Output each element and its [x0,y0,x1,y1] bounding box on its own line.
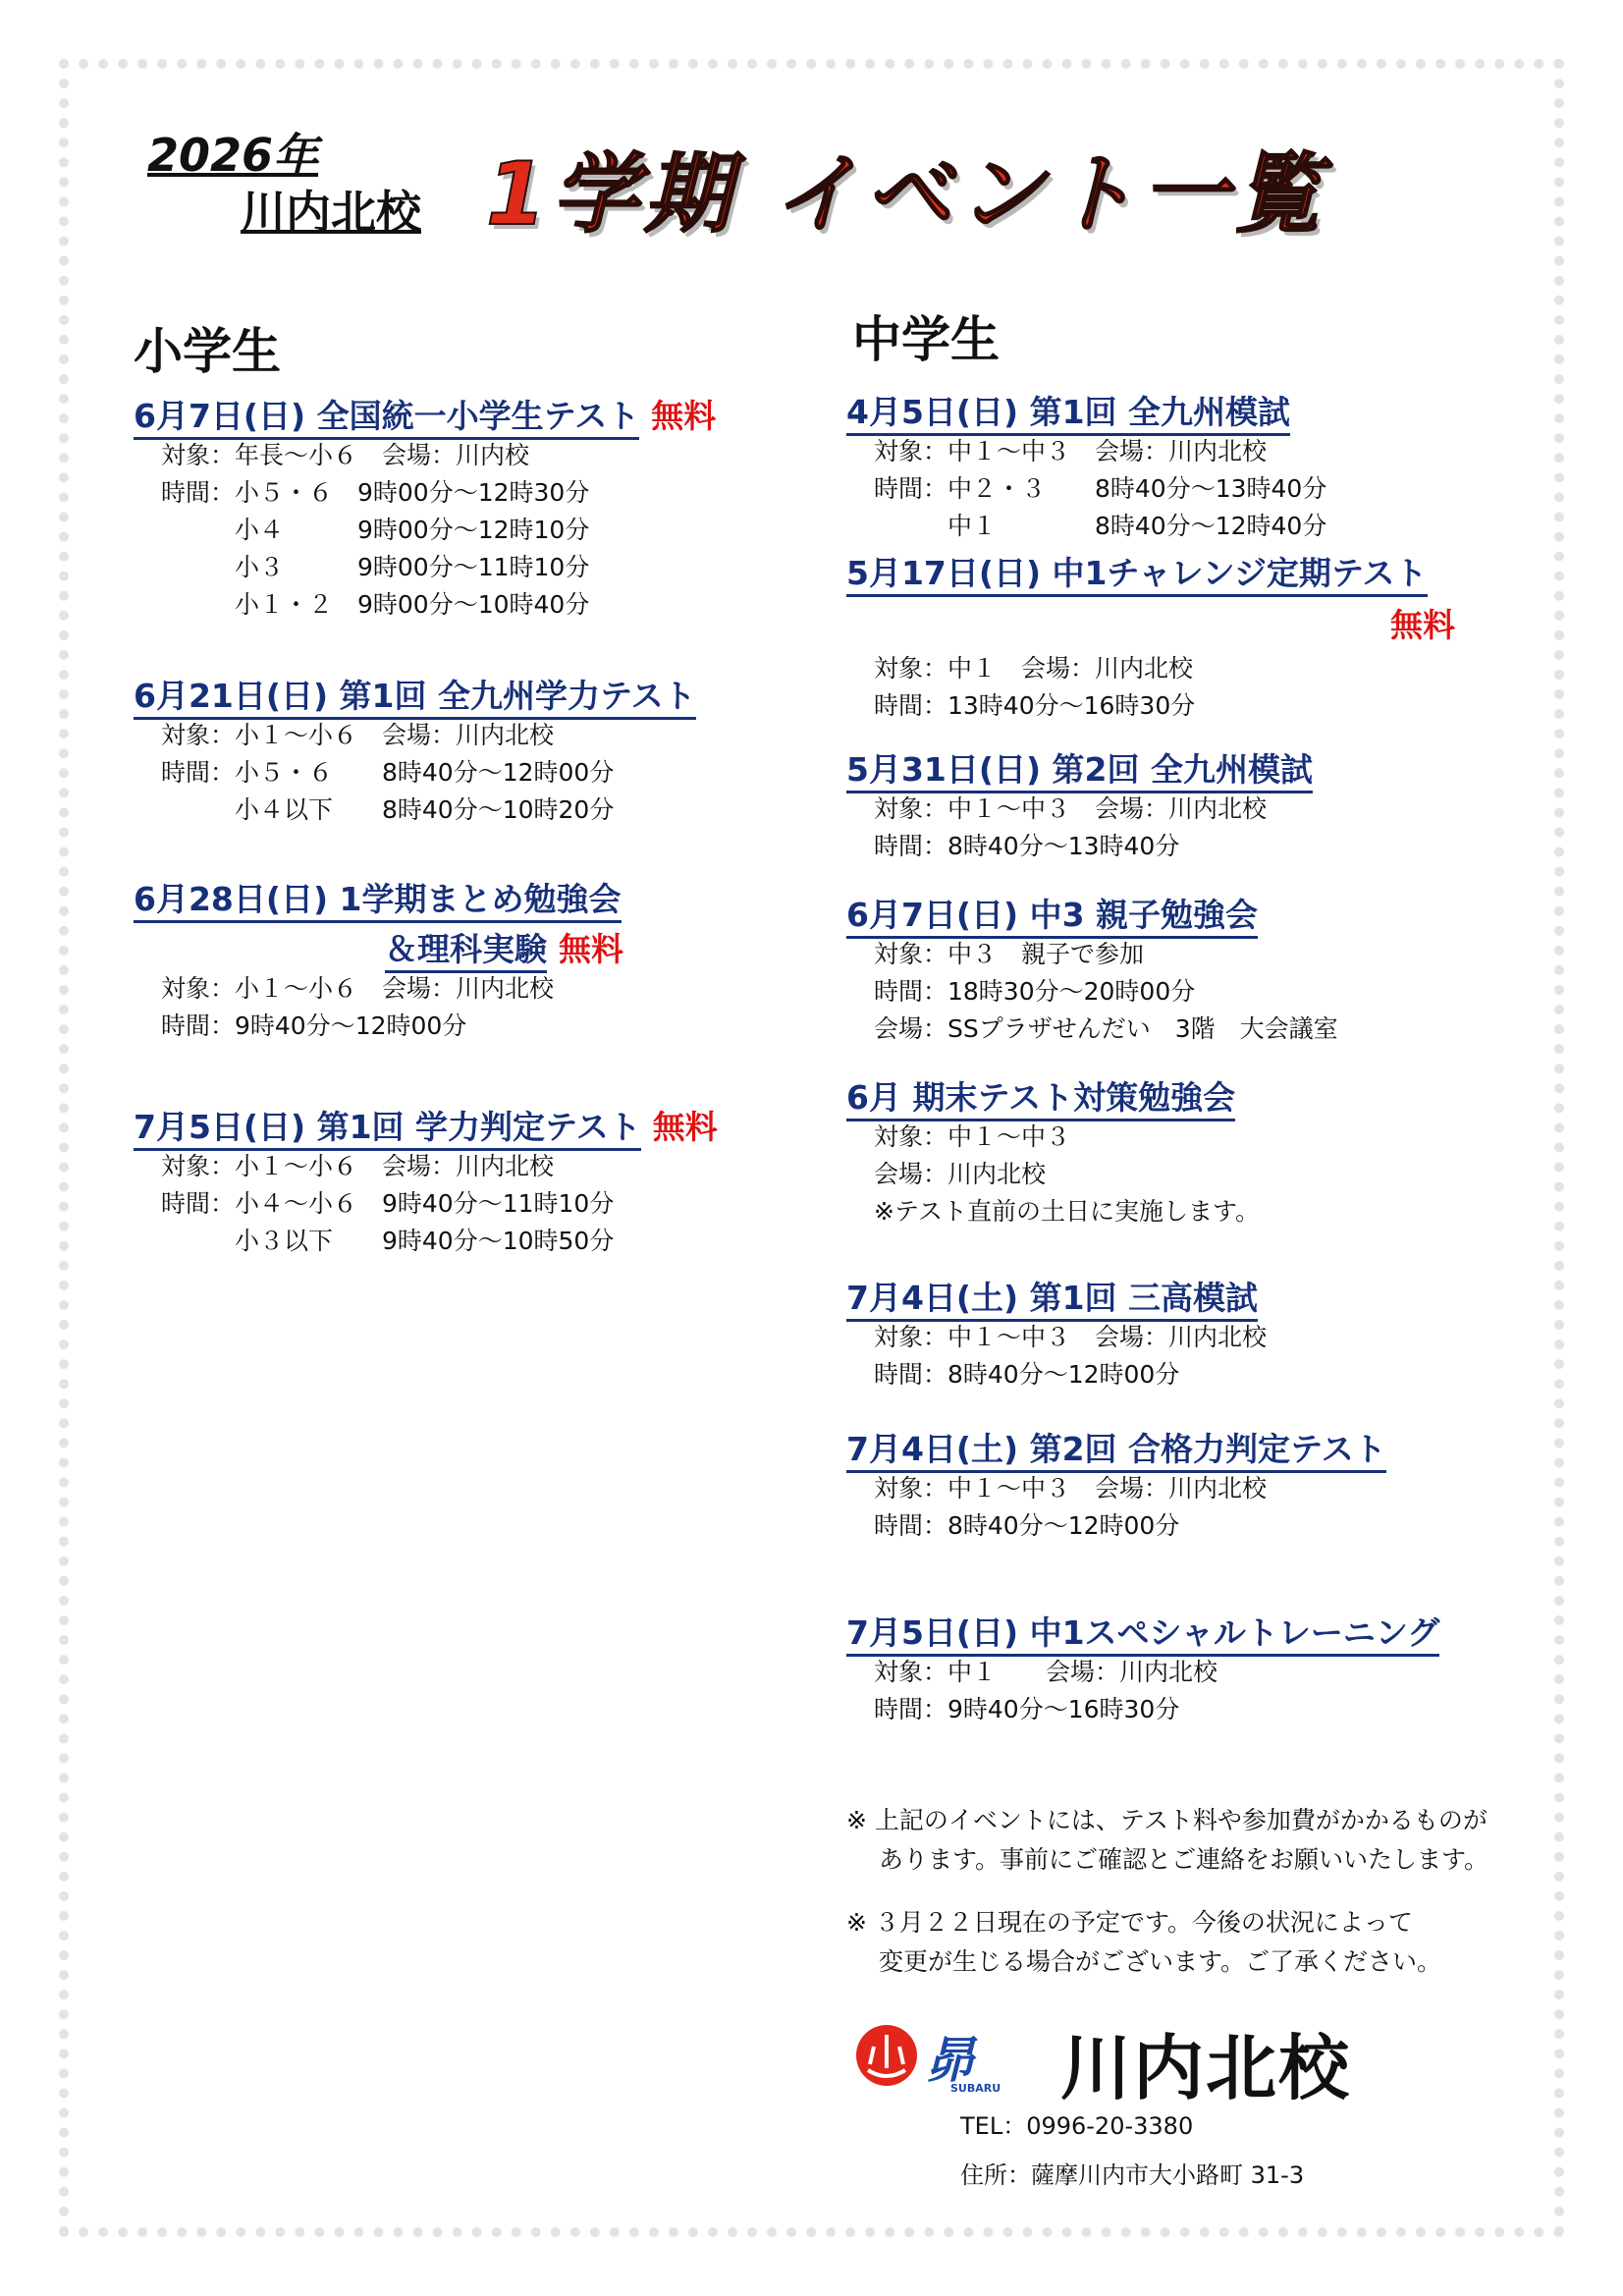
event-line: 対象：年長～小６ 会場：川内校 [161,441,530,469]
event-title: 7月5日(日) 第1回 学力判定テスト [134,1108,641,1151]
event-line: 対象：小１～小６ 会場：川内北校 [161,974,555,1003]
subaru-logo-sub: SUBARU [950,2082,1001,2095]
event-line: 対象：中１～中３ 会場：川内北校 [874,1323,1268,1351]
free-badge: 無料 [652,1108,718,1146]
event-title: 7月4日(土) 第2回 合格力判定テスト [846,1430,1386,1473]
event-title: 6月21日(日) 第1回 全九州学力テスト [134,677,696,720]
event-line: 対象：中１ 会場：川内北校 [874,1658,1218,1686]
event-elementary-4 [134,1102,718,1260]
event-title: 5月31日(日) 第2回 全九州模試 [846,750,1313,793]
event-elementary-2 [134,671,696,829]
header-year: 2026年 [147,129,319,182]
event-title-cont: ＆理科実験 [385,930,547,973]
event-line: 対象：中１ 会場：川内北校 [874,654,1194,683]
event-elementary-3 [134,874,623,1045]
page-title: 1学期 イベント一覧 [486,143,1326,245]
event-line: 時間：9時40分～12時00分 [161,1011,467,1040]
phone-number: TEL：0996-20-3380 [960,2112,1194,2140]
free-badge: 無料 [1390,606,1455,644]
event-title: 4月5日(日) 第1回 全九州模試 [846,393,1290,436]
junior-heading: 中学生 [852,311,1000,368]
event-elementary-1 [134,391,716,624]
event-line: 時間：13時40分～16時30分 [874,691,1196,720]
event-line: 対象：中１～中３ 会場：川内北校 [874,794,1268,823]
event-line: 対象：中１～中３ 会場：川内北校 [874,1474,1268,1503]
free-badge: 無料 [651,397,717,435]
event-junior-7 [846,1424,1386,1545]
event-title: 6月28日(日) 1学期まとめ勉強会 [134,880,622,923]
event-junior-1 [846,387,1326,545]
elementary-heading: 小学生 [134,323,281,380]
event-line: 小３以下 9時40分～10時50分 [161,1227,615,1255]
crest-logo-icon [856,2025,917,2086]
event-title: 7月4日(土) 第1回 三高模試 [846,1279,1258,1322]
event-line: 時間：18時30分～20時00分 [874,977,1196,1006]
event-junior-5 [846,1072,1260,1230]
event-junior-4 [846,890,1338,1048]
event-line: 小１・２ 9時00分～10時40分 [161,590,590,619]
event-line: 時間：9時40分～16時30分 [874,1695,1180,1723]
event-line: 時間：中２・３ 8時40分～13時40分 [874,474,1327,503]
event-line: 時間：8時40分～12時00分 [874,1511,1180,1540]
event-line: 時間：8時40分～13時40分 [874,832,1180,860]
event-line: 対象：中１～中３ [874,1122,1071,1151]
event-junior-6 [846,1273,1267,1394]
event-line: 時間：小５・６ 8時40分～12時00分 [161,758,615,787]
event-line: 時間：小４～小６ 9時40分～11時10分 [161,1189,615,1218]
event-line: 小４以下 8時40分～10時20分 [161,795,615,824]
event-line: 中１ 8時40分～12時40分 [874,512,1327,540]
event-line: 小３ 9時00分～11時10分 [161,553,590,581]
event-line: ※テスト直前の土日に実施します。 [874,1197,1260,1226]
note-fees: ※ 上記のイベントには、テスト料や参加費がかかるものが あります。事前にご確認とご連絡をお願いいたします。 [846,1806,1488,1874]
event-line: 会場：SSプラザせんだい 3階 大会議室 [874,1014,1338,1043]
event-line: 時間：小５・６ 9時00分～12時30分 [161,478,590,507]
free-badge: 無料 [559,930,623,968]
event-junior-8 [846,1608,1439,1728]
event-title: 7月5日(日) 中1スペシャルトレーニング [846,1613,1439,1657]
event-title: 6月7日(日) 全国統一小学生テスト [134,397,639,440]
footer-school-name: 川内北校 [1060,2027,1352,2109]
event-line: 対象：小１～小６ 会場：川内北校 [161,1152,555,1180]
address: 住所：薩摩川内市大小路町 31-3 [960,2161,1305,2189]
note-schedule: ※ ３月２２日現在の予定です。今後の状況によって 変更が生じる場合がございます。ご了承ください。 [846,1908,1441,1976]
event-line: 対象：中３ 親子で参加 [874,940,1145,968]
event-line: 会場：川内北校 [874,1160,1047,1188]
event-junior-2 [846,548,1455,725]
subaru-logo: 昴 [925,2032,974,2089]
event-junior-3 [846,744,1313,865]
header-school: 川内北校 [241,186,421,239]
event-title: 5月17日(日) 中1チャレンジ定期テスト [846,554,1428,597]
event-line: 対象：小１～小６ 会場：川内北校 [161,721,555,749]
event-line: 時間：8時40分～12時00分 [874,1360,1180,1389]
event-line: 小４ 9時00分～12時10分 [161,516,590,544]
event-title: 6月7日(日) 中3 親子勉強会 [846,896,1258,939]
event-line: 対象：中１～中３ 会場：川内北校 [874,437,1268,465]
event-title: 6月 期末テスト対策勉強会 [846,1078,1235,1121]
